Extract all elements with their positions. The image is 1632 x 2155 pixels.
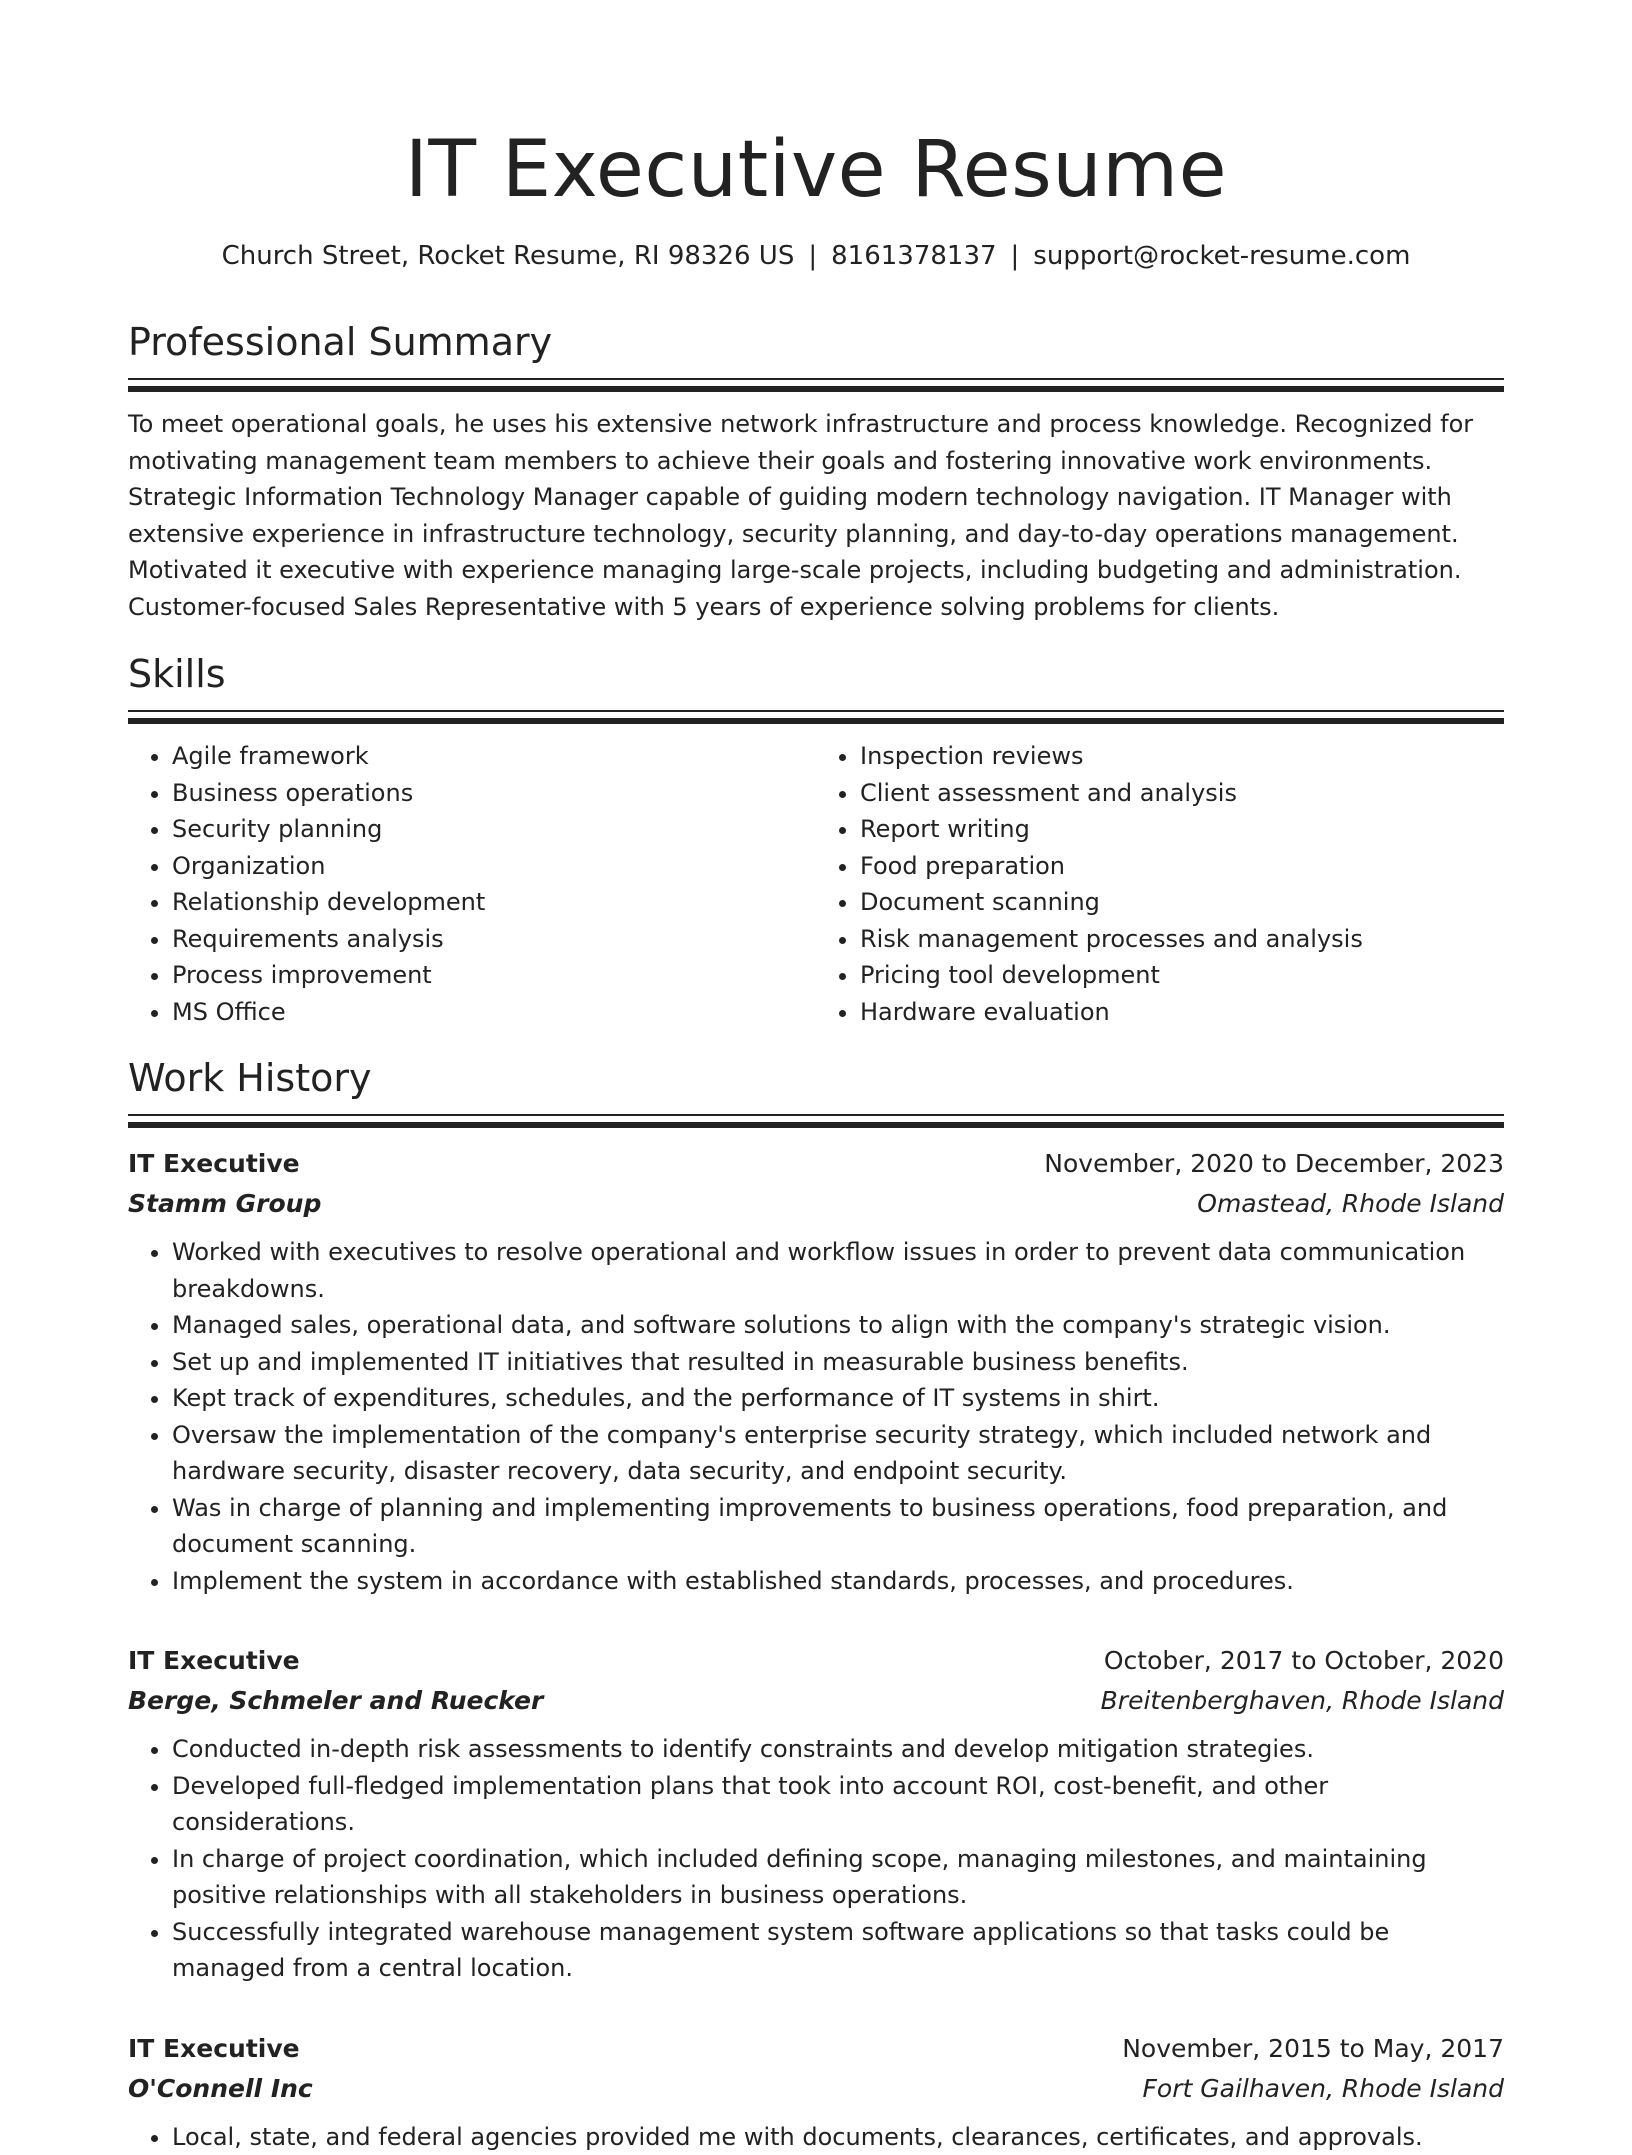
job-bullet: • Kept track of expenditures, schedules, and the performance of IT systems in shirt. <box>172 1380 1504 1417</box>
skill-item: • Report writing <box>860 811 1504 848</box>
job-entry <box>128 1144 1504 1599</box>
job-company: Stamm Group <box>128 1184 321 1224</box>
skill-item: • Inspection reviews <box>860 738 1504 775</box>
skills-section <box>128 650 1504 1030</box>
contact-phone: 8161378137 <box>831 241 996 271</box>
section-title-summary: Professional Summary <box>128 318 1504 366</box>
job-dates: October, 2017 to October, 2020 <box>1104 1641 1504 1681</box>
skill-item: • Organization <box>172 848 816 885</box>
job-bullet: • Was in charge of planning and implementing improvements to business operations, food preparation, and document scanning. <box>172 1490 1504 1563</box>
job-bullet: • Worked with executives to resolve operational and workflow issues in order to prevent data communication breakdowns. <box>172 1234 1504 1307</box>
job-title: IT Executive <box>128 2029 300 2069</box>
skill-item: • Relationship development <box>172 884 816 921</box>
job-bullet: • Implement the system in accordance with established standards, processes, and procedures. <box>172 1563 1504 1600</box>
section-rule-thin <box>128 1114 1504 1116</box>
section-rule-thin <box>128 710 1504 712</box>
job-title: IT Executive <box>128 1641 300 1681</box>
contact-address: Church Street, Rocket Resume, RI 98326 US <box>222 241 795 271</box>
job-title: IT Executive <box>128 1144 300 1184</box>
skill-item: • Security planning <box>172 811 816 848</box>
job-company: O'Connell Inc <box>128 2069 313 2109</box>
section-rule-thick <box>128 1122 1504 1128</box>
contact-separator: | <box>808 238 817 274</box>
section-rule-thick <box>128 386 1504 392</box>
job-location: Fort Gailhaven, Rhode Island <box>1143 2069 1504 2109</box>
job-location: Breitenberghaven, Rhode Island <box>1101 1681 1504 1721</box>
contact-line <box>128 238 1504 274</box>
skill-item: • MS Office <box>172 994 816 1031</box>
skills-list-right <box>816 738 1504 1030</box>
skill-item: • Process improvement <box>172 957 816 994</box>
skill-item: • Requirements analysis <box>172 921 816 958</box>
job-bullet: • Developed full-fledged implementation plans that took into account ROI, cost-benefit, and other considerations. <box>172 1768 1504 1841</box>
skills-columns <box>128 738 1504 1030</box>
job-bullets <box>128 2119 1504 2155</box>
job-bullet: • Set up and implemented IT initiatives that resulted in measurable business benefits. <box>172 1344 1504 1381</box>
job-bullet: • Oversaw the implementation of the company's enterprise security strategy, which included network and hardware security, disaster recovery, data security, and endpoint security. <box>172 1417 1504 1490</box>
work-history-section <box>128 1054 1504 2155</box>
skills-list-left <box>128 738 816 1030</box>
skill-item: • Agile framework <box>172 738 816 775</box>
job-bullet: • Conducted in-depth risk assessments to identify constraints and develop mitigation strategies. <box>172 1731 1504 1768</box>
job-bullet: • Successfully integrated warehouse management system software applications so that tasks could be managed from a central location. <box>172 1914 1504 1987</box>
contact-email: support@rocket-resume.com <box>1033 241 1410 271</box>
job-bullets <box>128 1731 1504 1987</box>
job-bullet: • Managed sales, operational data, and software solutions to align with the company's strategic vision. <box>172 1307 1504 1344</box>
skill-item: • Risk management processes and analysis <box>860 921 1504 958</box>
professional-summary-section <box>128 318 1504 625</box>
job-bullets <box>128 1234 1504 1599</box>
resume-title: IT Executive Resume <box>128 0 1504 218</box>
section-title-work: Work History <box>128 1054 1504 1102</box>
section-title-skills: Skills <box>128 650 1504 698</box>
section-rule-thin <box>128 378 1504 380</box>
job-entry <box>128 2029 1504 2155</box>
job-dates: November, 2015 to May, 2017 <box>1122 2029 1504 2069</box>
skill-item: • Client assessment and analysis <box>860 775 1504 812</box>
skill-item: • Business operations <box>172 775 816 812</box>
job-dates: November, 2020 to December, 2023 <box>1044 1144 1504 1184</box>
section-rule-thick <box>128 718 1504 724</box>
skill-item: • Hardware evaluation <box>860 994 1504 1031</box>
job-bullet: • Local, state, and federal agencies provided me with documents, clearances, certificates, and approvals. <box>172 2119 1504 2155</box>
skill-item: • Food preparation <box>860 848 1504 885</box>
contact-separator: | <box>1011 238 1020 274</box>
job-entry <box>128 1641 1504 1987</box>
job-bullet: • In charge of project coordination, which included defining scope, managing milestones, and maintaining positive relationships with all stakeholders in business operations. <box>172 1841 1504 1914</box>
skill-item: • Document scanning <box>860 884 1504 921</box>
summary-text: To meet operational goals, he uses his extensive network infrastructure and process knowledge. Recognized for motivating management team members to achieve their goals and fostering innovative work environments. Strategic Information Technology Manager capable of guiding modern technology navigation. IT Manager with extensive experience in infrastructure technology, security planning, and day-to-day operations management. Motivated it executive with experience managing large-scale projects, including budgeting and administration. Customer-focused Sales Representative with 5 years of experience solving problems for clients. <box>128 406 1504 625</box>
job-location: Omastead, Rhode Island <box>1197 1184 1504 1224</box>
resume-page <box>128 0 1504 274</box>
skill-item: • Pricing tool development <box>860 957 1504 994</box>
job-company: Berge, Schmeler and Ruecker <box>128 1681 543 1721</box>
